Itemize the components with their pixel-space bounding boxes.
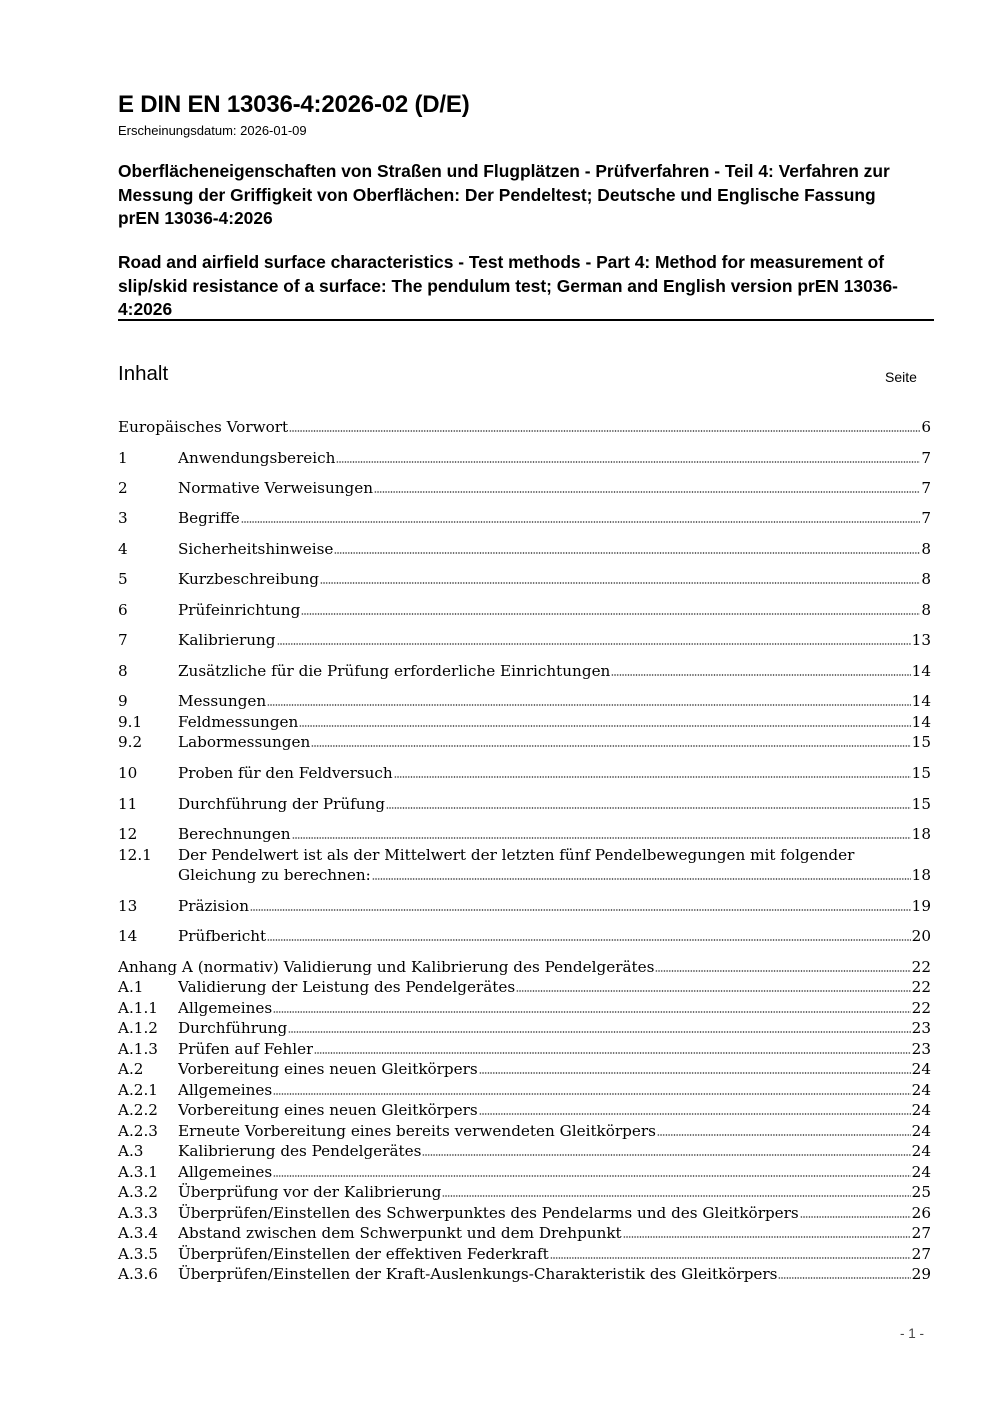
toc-entry-label: Durchführung (178, 1019, 288, 1037)
toc-entry-number: A.3.3 (118, 1204, 158, 1222)
toc-entry[interactable] (118, 691, 931, 711)
toc-entry-label-line1: Der Pendelwert ist als der Mittelwert der letzten fünf Pendelbewegungen mit folgender (178, 846, 855, 864)
toc-entry-page: 27 (911, 1245, 931, 1263)
toc-entry-label: Überprüfen/Einstellen der Kraft-Auslenkungs-Charakteristik des Gleitkörpers (178, 1265, 778, 1283)
toc-heading: Inhalt (118, 362, 169, 385)
toc-entry-number: 9.1 (118, 713, 143, 731)
toc-entry-number: A.3 (118, 1142, 144, 1160)
toc-entry-number: A.3.1 (118, 1163, 158, 1181)
toc-entry-label: Prüfeinrichtung (178, 601, 301, 619)
toc-entry-label: Präzision (178, 897, 249, 915)
toc-entry[interactable] (118, 1244, 931, 1264)
dot-leader (479, 1103, 911, 1115)
toc-entry-number: 9.2 (118, 733, 143, 751)
dot-leader (320, 572, 920, 584)
toc-entry-page: 22 (911, 999, 931, 1017)
dot-leader (299, 715, 910, 727)
toc-entry[interactable] (118, 1223, 931, 1243)
toc-entry[interactable] (118, 977, 931, 997)
toc-entry-label: Prüfen auf Fehler (178, 1040, 314, 1058)
document-id: E DIN EN 13036-4:2026-02 (D/E) (118, 91, 470, 118)
toc-entry-page: 22 (911, 978, 931, 996)
dot-leader (623, 1226, 911, 1238)
toc-entry-label: Kalibrierung (178, 631, 276, 649)
toc-entry-page: 8 (921, 601, 931, 619)
toc-entry[interactable] (118, 763, 931, 783)
toc-entry[interactable] (118, 1264, 931, 1284)
toc-entry-number: A.1.3 (118, 1040, 158, 1058)
toc-entry-page: 23 (911, 1019, 931, 1037)
toc-entry[interactable] (118, 1018, 931, 1038)
toc-entry-page: 20 (911, 927, 931, 945)
toc-entry[interactable] (118, 1100, 931, 1120)
dot-leader (250, 899, 911, 911)
toc-entry-label: Begriffe (178, 509, 240, 527)
dot-leader (301, 603, 920, 615)
toc-entry-number: A.3.2 (118, 1183, 158, 1201)
toc-entry-number: 8 (118, 662, 128, 680)
toc-entry-number: A.1.1 (118, 999, 158, 1017)
toc-entry-label: Zusätzliche für die Prüfung erforderliche Einrichtungen (178, 662, 611, 680)
toc-entry[interactable] (118, 508, 931, 528)
toc-entry[interactable] (118, 600, 931, 620)
toc-entry-label: Überprüfen/Einstellen des Schwerpunktes des Pendelarms und des Gleitkörpers (178, 1204, 799, 1222)
toc-entry-page: 8 (921, 540, 931, 558)
toc-entry[interactable] (118, 539, 931, 559)
toc-page-label: Seite (885, 369, 917, 385)
toc-entry-number: 6 (118, 601, 128, 619)
toc-entry-page: 15 (911, 795, 931, 813)
toc-entry-label: Erneute Vorbereitung eines bereits verwendeten Gleitkörpers (178, 1122, 656, 1140)
toc-entry-label: Kalibrierung des Pendelgerätes (178, 1142, 422, 1160)
toc-entry-number: A.3.4 (118, 1224, 158, 1242)
toc-entry-number: A.2.3 (118, 1122, 158, 1140)
toc-entry-number: A.2.2 (118, 1101, 158, 1119)
toc-entry-page: 27 (911, 1224, 931, 1242)
dot-leader (386, 797, 911, 809)
dot-leader (289, 420, 920, 432)
toc-entry-number: 13 (118, 897, 138, 915)
toc-entry-label: Überprüfung vor der Kalibrierung (178, 1183, 442, 1201)
toc-entry-page: 24 (911, 1101, 931, 1119)
toc-entry[interactable] (118, 1162, 931, 1182)
toc-entry-number: 10 (118, 764, 138, 782)
toc-entry-label-line2: Gleichung zu berechnen: (178, 866, 371, 884)
dot-leader (334, 542, 920, 554)
toc-entry-number: 3 (118, 509, 128, 527)
toc-entry-page: 24 (911, 1163, 931, 1181)
toc-entry-label: Allgemeines (178, 1081, 273, 1099)
dot-leader (394, 766, 911, 778)
toc-entry[interactable] (118, 794, 931, 814)
toc-entry-label: Europäisches Vorwort (118, 418, 289, 436)
toc-entry-label: Vorbereitung eines neuen Gleitkörpers (178, 1060, 478, 1078)
dot-leader (655, 960, 910, 972)
toc-entry-page: 15 (911, 764, 931, 782)
toc-entry-number: 12 (118, 825, 138, 843)
dot-leader (336, 451, 920, 463)
toc-entry-page: 24 (911, 1142, 931, 1160)
dot-leader (314, 1042, 910, 1054)
toc-entry-label: Berechnungen (178, 825, 291, 843)
toc-entry-label: Proben für den Feldversuch (178, 764, 393, 782)
dot-leader (273, 1083, 910, 1095)
toc-entry-number: 11 (118, 795, 138, 813)
toc-entry[interactable] (118, 845, 931, 885)
dot-leader (422, 1144, 910, 1156)
toc-entry-page: 15 (911, 733, 931, 751)
toc-entry-page: 29 (911, 1265, 931, 1283)
toc-entry[interactable] (118, 1121, 931, 1141)
toc-entry-number: A.3.5 (118, 1245, 158, 1263)
toc-entry-number: 14 (118, 927, 138, 945)
dot-leader (550, 1247, 911, 1259)
dot-leader (778, 1267, 910, 1279)
toc-entry[interactable] (118, 712, 931, 732)
toc-entry-label: Messungen (178, 692, 267, 710)
toc-entry[interactable] (118, 732, 931, 752)
toc-entry-page: 25 (911, 1183, 931, 1201)
toc-entry-label: Allgemeines (178, 1163, 273, 1181)
publication-date: Erscheinungsdatum: 2026-01-09 (118, 123, 307, 138)
toc-entry-label: Prüfbericht (178, 927, 267, 945)
dot-leader (273, 1001, 910, 1013)
dot-leader (442, 1185, 910, 1197)
toc-entry-label: Allgemeines (178, 999, 273, 1017)
toc-entry-label: Labormessungen (178, 733, 311, 751)
toc-entry-page: 24 (911, 1081, 931, 1099)
toc-entry-page: 7 (921, 509, 931, 527)
page-number: - 1 - (900, 1326, 925, 1341)
dot-leader (241, 511, 921, 523)
toc-entry-label: Kurzbeschreibung (178, 570, 319, 588)
toc-entry-page: 14 (911, 662, 931, 680)
dot-leader (277, 633, 911, 645)
toc-entry-number: 5 (118, 570, 128, 588)
dot-leader (267, 694, 910, 706)
toc-entry-number: A.3.6 (118, 1265, 158, 1283)
toc-entry-page: 24 (911, 1060, 931, 1078)
toc-entry-label: Sicherheitshinweise (178, 540, 334, 558)
dot-leader (516, 980, 911, 992)
toc-entry[interactable] (118, 630, 931, 650)
toc-entry[interactable] (118, 896, 931, 916)
toc-entry-page: 14 (911, 713, 931, 731)
toc-entry-page: 8 (921, 570, 931, 588)
toc-entry[interactable] (118, 448, 931, 468)
toc-entry-number: A.1.2 (118, 1019, 158, 1037)
dot-leader (657, 1124, 911, 1136)
toc-entry-number: A.2 (118, 1060, 144, 1078)
toc-entry-label: Normative Verweisungen (178, 479, 374, 497)
toc-entry-number: A.1 (118, 978, 144, 996)
dot-leader (372, 868, 911, 880)
toc-entry-label: Abstand zwischen dem Schwerpunkt und dem Drehpunkt (178, 1224, 622, 1242)
toc-entry-page: 13 (911, 631, 931, 649)
toc-entry-number: 2 (118, 479, 128, 497)
toc-entry-page: 18 (911, 866, 931, 884)
toc-entry-label: Anhang A (normativ) Validierung und Kalibrierung des Pendelgerätes (118, 958, 655, 976)
dot-leader (611, 664, 910, 676)
toc-entry-page: 7 (921, 449, 931, 467)
dot-leader (311, 735, 910, 747)
toc-entry-label: Anwendungsbereich (178, 449, 336, 467)
toc-entry-number: 4 (118, 540, 128, 558)
toc-entry-number: A.2.1 (118, 1081, 158, 1099)
dot-leader (374, 481, 920, 493)
dot-leader (292, 827, 911, 839)
toc-entry[interactable] (118, 998, 931, 1018)
toc-entry-number: 9 (118, 692, 128, 710)
toc-entry-number: 1 (118, 449, 128, 467)
title-german: Oberflächeneigenschaften von Straßen und Flugplätzen - Prüfverfahren - Teil 4: Verfahren zur Messung der Griffigkeit von Oberflächen: Der Pendeltest; Deutsche und Englische Fassung prEN 13036-4:2026 (118, 161, 890, 228)
toc-entry[interactable] (118, 1203, 931, 1223)
toc-entry-page: 26 (911, 1204, 931, 1222)
toc-entry-label: Durchführung der Prüfung (178, 795, 386, 813)
dot-leader (800, 1206, 911, 1218)
toc-entry-number: 7 (118, 631, 128, 649)
toc-entry-page: 6 (921, 418, 931, 436)
toc-entry-number: 12.1 (118, 846, 152, 864)
toc-entry[interactable] (118, 824, 931, 844)
toc-entry-label: Validierung der Leistung des Pendelgerätes (178, 978, 516, 996)
dot-leader (288, 1021, 910, 1033)
toc-entry-page: 7 (921, 479, 931, 497)
toc-entry[interactable] (118, 957, 931, 977)
toc-entry[interactable] (118, 926, 931, 946)
toc-entry-label: Feldmessungen (178, 713, 299, 731)
toc-entry[interactable] (118, 417, 931, 437)
toc-entry-page: 19 (911, 897, 931, 915)
toc-entry[interactable] (118, 1182, 931, 1202)
toc-entry-page: 18 (911, 825, 931, 843)
toc-entry-page: 14 (911, 692, 931, 710)
toc-entry[interactable] (118, 1141, 931, 1161)
toc-entry-label: Überprüfen/Einstellen der effektiven Federkraft (178, 1245, 549, 1263)
toc-entry[interactable] (118, 569, 931, 589)
title-rule (118, 319, 934, 321)
toc-entry[interactable] (118, 1059, 931, 1079)
toc-entry-page: 24 (911, 1122, 931, 1140)
toc-entry[interactable] (118, 1080, 931, 1100)
toc-entry[interactable] (118, 478, 931, 498)
dot-leader (479, 1062, 911, 1074)
dot-leader (273, 1165, 910, 1177)
dot-leader (267, 929, 911, 941)
title-english: Road and airfield surface characteristics - Test methods - Part 4: Method for measurement of slip/skid resistance of a surface: The pendulum test; German and English version prEN 13036-4:2026 (118, 252, 898, 319)
toc-entry[interactable] (118, 661, 931, 681)
toc-entry-page: 23 (911, 1040, 931, 1058)
toc-entry-label: Vorbereitung eines neuen Gleitkörpers (178, 1101, 478, 1119)
toc-entry[interactable] (118, 1039, 931, 1059)
toc-entry-page: 22 (911, 958, 931, 976)
